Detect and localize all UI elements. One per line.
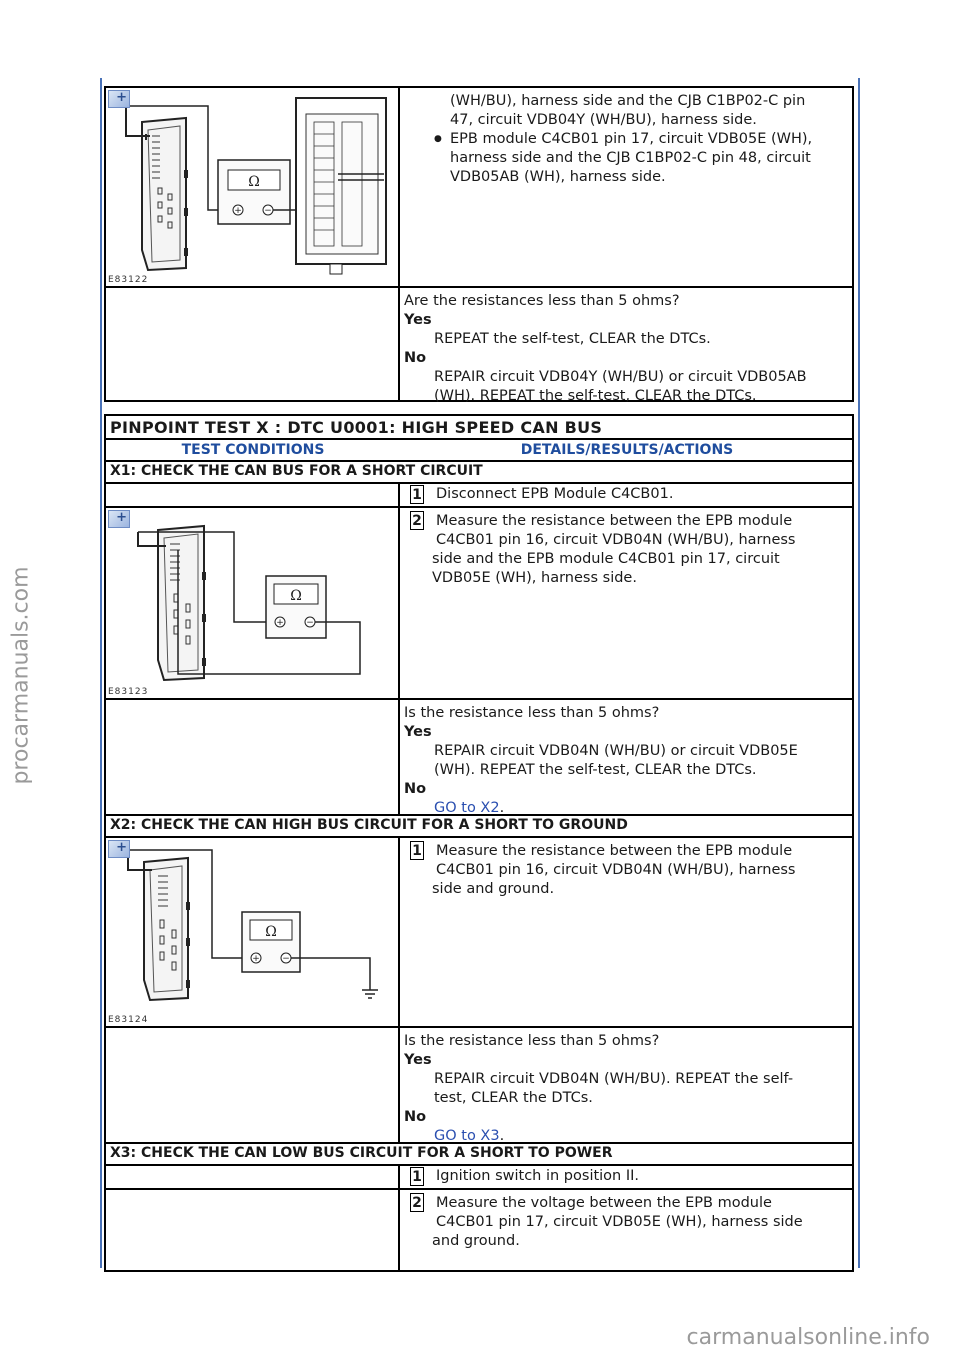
pinpoint-test-table: [104, 414, 854, 1272]
section-x3-title: X3: CHECK THE CAN LOW BUS CIRCUIT FOR A SHORT TO POWER: [106, 1144, 852, 1166]
expand-figure-icon[interactable]: +: [108, 510, 130, 528]
step-number: 2: [410, 1193, 424, 1212]
x3-step2-row: 2 Measure the voltage between the EPB module C4CB01 pin 17, circuit VDB05E (WH), harness side and ground.: [106, 1190, 852, 1270]
result-row: [106, 288, 852, 404]
ohm-symbol: Ω: [265, 924, 277, 940]
ground-icon: [362, 990, 378, 998]
pinpoint-title: PINPOINT TEST X : DTC U0001: HIGH SPEED CAN BUS: [106, 416, 852, 440]
svg-text:−: −: [282, 954, 290, 964]
x1-step2-row: Ω + − + E83123 2 Measure the resistance between the EPB module C4CB01 pin 16, circuit VDB04N (WH/BU), harness side and the EPB module C4CB01 pin 17, circuit VDB05E (WH), harness side.: [106, 508, 852, 700]
side-watermark: procarmanuals.com: [8, 565, 34, 785]
header-test-conditions: TEST CONDITIONS: [181, 442, 325, 458]
wiring-diagram-e83122: [108, 90, 396, 284]
svg-text:−: −: [306, 618, 314, 628]
figure-text: (WH/BU), harness side and the CJB C1BP02-C pin 47, circuit VDB04Y (WH/BU), harness side. ● EPB module C4CB01 pin 17, circuit VDB05E (WH), harness side and the CJB C1BP02-C pin 48, circuit VDB05AB (WH), harness side.: [402, 88, 852, 286]
svg-text:+: +: [252, 954, 260, 964]
figure-cell: [106, 88, 400, 286]
x2-result-row: Is the resistance less than 5 ohms? Yes REPAIR circuit VDB04N (WH/BU). REPEAT the self- test, CLEAR the DTCs. No GO to X3.: [106, 1028, 852, 1144]
wiring-diagram-e83124: [108, 840, 396, 1024]
go-to-x2-link[interactable]: GO to X2: [434, 800, 500, 816]
bottom-watermark: carmanualsonline.info: [686, 1325, 930, 1350]
ohm-symbol: Ω: [248, 174, 260, 190]
svg-text:+: +: [234, 206, 242, 216]
step-number: 1: [410, 841, 424, 860]
figure-label: E83123: [108, 687, 149, 697]
svg-text:−: −: [264, 206, 272, 216]
section-x1-title: X1: CHECK THE CAN BUS FOR A SHORT CIRCUIT: [106, 462, 852, 484]
figure-cell: [106, 508, 400, 698]
svg-text:+: +: [276, 618, 284, 628]
step-number: 1: [410, 1167, 424, 1186]
step-number: 1: [410, 485, 424, 504]
figure-label: E83122: [108, 275, 149, 285]
go-to-x3-link[interactable]: GO to X3: [434, 1128, 500, 1144]
figure-cell: [106, 838, 400, 1026]
figure-row: [106, 88, 852, 288]
expand-figure-icon[interactable]: +: [108, 840, 130, 858]
right-margin-rule: [858, 78, 860, 1268]
column-headers: [106, 440, 852, 462]
result-text: Are the resistances less than 5 ohms? Yes REPEAT the self-test, CLEAR the DTCs. No REPAIR circuit VDB04Y (WH/BU) or circuit VDB05AB (WH). REPEAT the self-test, CLEAR the DTCs.: [404, 293, 807, 404]
x1-result-row: Is the resistance less than 5 ohms? Yes REPAIR circuit VDB04N (WH/BU) or circuit VDB05E (WH). REPEAT the self-test, CLEAR the DTCs. No GO to X2.: [106, 700, 852, 816]
figure-label: E83124: [108, 1015, 149, 1025]
expand-figure-icon[interactable]: +: [108, 90, 130, 108]
x2-step1-row: Ω + − + E83124 1 Measure the resistance between the EPB module C4CB01 pin 16, circuit VDB04N (WH/BU), harness side and ground.: [106, 838, 852, 1028]
wiring-diagram-e83123: [108, 510, 396, 696]
step-number: 2: [410, 511, 424, 530]
section-x2-title: X2: CHECK THE CAN HIGH BUS CIRCUIT FOR A SHORT TO GROUND: [106, 816, 852, 838]
x3-step1-row: 1 Ignition switch in position II.: [106, 1166, 852, 1190]
left-margin-rule: [100, 78, 102, 1268]
x1-step1-row: 1 Disconnect EPB Module C4CB01.: [106, 484, 852, 508]
continued-test-table: [104, 86, 854, 402]
ohm-symbol: Ω: [290, 588, 302, 604]
header-details: DETAILS/RESULTS/ACTIONS: [520, 442, 734, 458]
